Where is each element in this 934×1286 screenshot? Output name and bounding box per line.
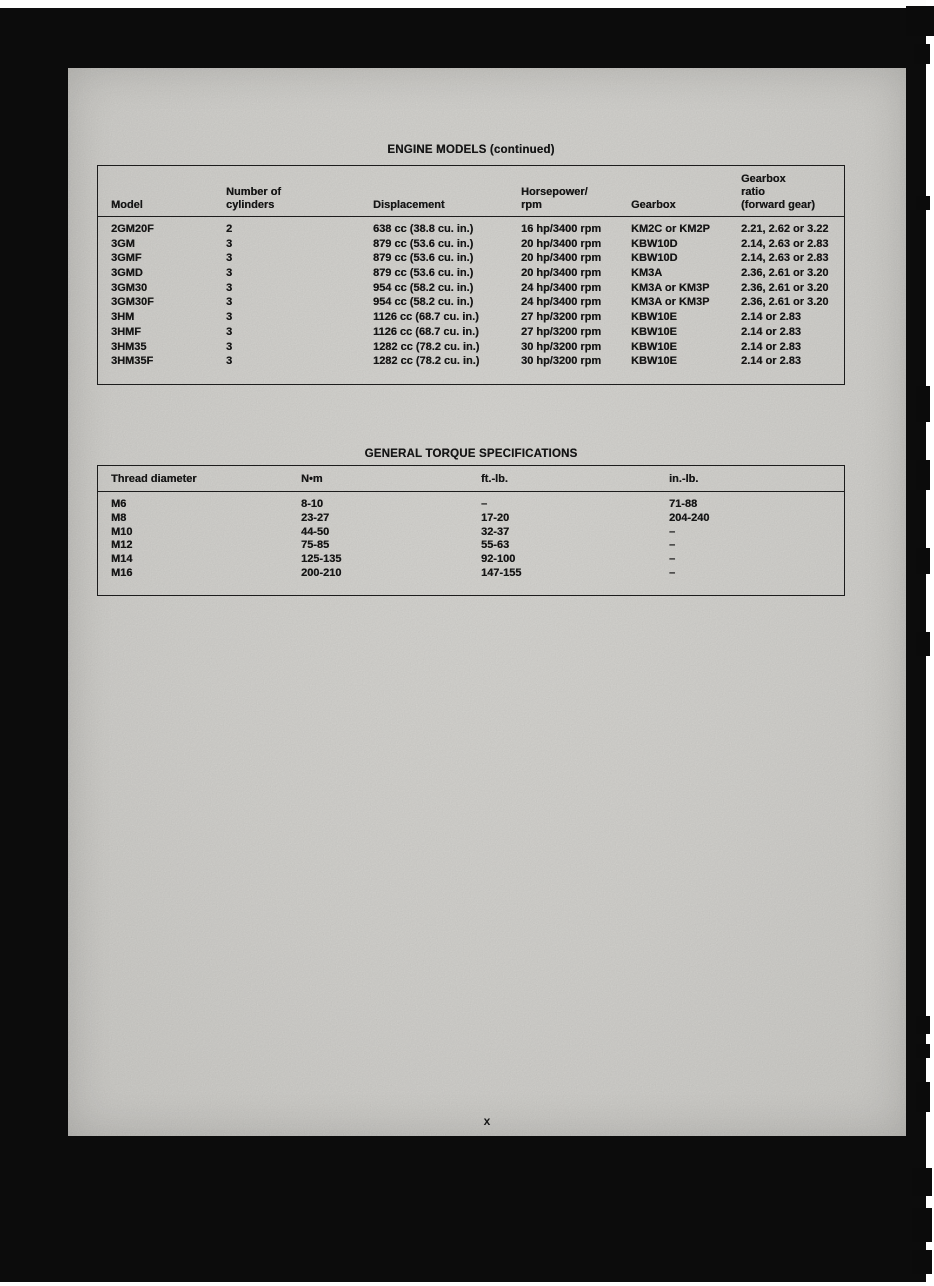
cell-displacement: 1126 cc (68.7 cu. in.) (373, 311, 479, 324)
cell-inlb: – (669, 553, 676, 566)
cell-cylinders: 3 (226, 252, 233, 265)
cell-cylinders: 3 (226, 296, 233, 309)
cell-model: 3GM30F (111, 296, 154, 309)
scan-mark (914, 44, 930, 64)
cell-gearbox: KM3A (631, 267, 663, 280)
cell-cylinders: 2 (226, 223, 233, 235)
col-header-thread-diameter: Thread diameter (111, 473, 197, 485)
cell-horsepower: 30 hp/3200 rpm (521, 355, 602, 368)
cell-inlb: 204-240 (669, 511, 710, 524)
cell-horsepower: 20 hp/3400 rpm (521, 267, 602, 280)
cell-ftlb: 92-100 (481, 553, 516, 566)
cell-model: 3GM (111, 237, 135, 250)
cell-ratio: 2.36, 2.61 or 3.20 (741, 281, 829, 294)
cell-cylinders: 3 (226, 355, 233, 368)
torque-table-header-row (98, 466, 844, 492)
cell-nm: 125-135 (301, 553, 342, 566)
cell-inlb: – (669, 525, 676, 538)
cell-cylinders: 3 (226, 237, 233, 250)
cell-inlb: 71-88 (669, 498, 698, 510)
cell-model: 3GMF (111, 252, 142, 265)
cell-ratio: 2.14, 2.63 or 2.83 (741, 252, 829, 265)
cell-cylinders: 3 (226, 340, 233, 353)
scan-mark (916, 1016, 930, 1034)
engine-table-header-row (98, 166, 844, 217)
table-row (111, 251, 838, 266)
cell-displacement: 1282 cc (78.2 cu. in.) (373, 340, 480, 353)
cell-ftlb: 32-37 (481, 525, 510, 538)
torque-table-title: GENERAL TORQUE SPECIFICATIONS (364, 448, 578, 460)
cell-ratio: 2.14 or 2.83 (741, 355, 801, 368)
col-header-model: Model (111, 199, 143, 211)
table-row (111, 354, 838, 369)
col-header-displacement: Displacement (373, 199, 445, 211)
cell-gearbox: KBW10D (631, 237, 678, 250)
cell-horsepower: 30 hp/3200 rpm (521, 340, 602, 353)
paper (68, 68, 906, 1136)
cell-gearbox: KBW10E (631, 355, 677, 368)
cell-nm: 8-10 (301, 498, 324, 510)
col-header-ftlb: ft.-lb. (481, 473, 508, 485)
cell-ftlb: 55-63 (481, 539, 510, 552)
cell-gearbox: KBW10E (631, 340, 677, 353)
cell-displacement: 638 cc (38.8 cu. in.) (373, 223, 474, 235)
cell-model: 3HM35 (111, 340, 147, 353)
cell-ratio: 2.14 or 2.83 (741, 311, 801, 324)
cell-model: 2GM20F (111, 223, 154, 235)
cell-inlb: – (669, 566, 676, 579)
cell-model: 3GMD (111, 267, 143, 280)
cell-cylinders: 3 (226, 281, 233, 294)
table-row (111, 281, 838, 296)
scan-mark (916, 1044, 930, 1058)
table-row (111, 539, 838, 553)
engine-table-title: ENGINE MODELS (continued) (387, 144, 555, 156)
col-header-gearbox: Gearbox (631, 199, 676, 211)
col-header-nm: N•m (301, 473, 323, 485)
scan-mark (912, 1208, 932, 1242)
scan-mark (916, 1082, 930, 1112)
cell-horsepower: 27 hp/3200 rpm (521, 325, 602, 338)
table-row (111, 512, 838, 526)
cell-displacement: 1126 cc (68.7 cu. in.) (373, 325, 479, 338)
cell-nm: 23-27 (301, 511, 330, 524)
cell-cylinders: 3 (226, 325, 233, 338)
cell-model: 3GM30 (111, 281, 148, 294)
cell-thread: M10 (111, 525, 133, 538)
table-row (111, 340, 838, 355)
cell-gearbox: KM3A or KM3P (631, 281, 710, 294)
scan-mark (906, 6, 934, 36)
cell-cylinders: 3 (226, 311, 233, 324)
cell-displacement: 954 cc (58.2 cu. in.) (373, 281, 474, 294)
cell-horsepower: 20 hp/3400 rpm (521, 237, 602, 250)
table-row (111, 310, 838, 325)
cell-thread: M6 (111, 498, 127, 510)
cell-gearbox: KBW10E (631, 325, 677, 338)
scan-mark (912, 1168, 932, 1196)
cell-thread: M16 (111, 566, 133, 579)
cell-displacement: 1282 cc (78.2 cu. in.) (373, 355, 480, 368)
table-row (111, 553, 838, 567)
cell-ratio: 2.36, 2.61 or 3.20 (741, 296, 829, 309)
cell-displacement: 954 cc (58.2 cu. in.) (373, 296, 474, 309)
cell-ratio: 2.14 or 2.83 (741, 340, 801, 353)
cell-horsepower: 24 hp/3400 rpm (521, 296, 602, 309)
cell-nm: 44-50 (301, 525, 330, 538)
cell-nm: 200-210 (301, 566, 342, 579)
col-header-inlb: in.-lb. (669, 473, 699, 485)
cell-model: 3HMF (111, 325, 141, 338)
cell-gearbox: KBW10E (631, 311, 677, 324)
table-row (111, 237, 838, 252)
col-header-cylinders: Number of cylinders (226, 186, 281, 211)
cell-ratio: 2.14 or 2.83 (741, 325, 801, 338)
cell-gearbox: KM2C or KM2P (631, 223, 710, 235)
scan-mark (916, 632, 930, 656)
cell-inlb: – (669, 539, 676, 552)
cell-horsepower: 20 hp/3400 rpm (521, 252, 602, 265)
table-row (111, 222, 838, 237)
cell-horsepower: 16 hp/3400 rpm (521, 223, 602, 235)
col-header-ratio: Gearbox ratio (forward gear) (741, 173, 815, 211)
table-row (111, 498, 838, 512)
cell-ratio: 2.14, 2.63 or 2.83 (741, 237, 829, 250)
cell-thread: M12 (111, 539, 133, 552)
scan-mark (916, 460, 930, 490)
scan-mark (912, 1250, 932, 1274)
table-row (111, 567, 838, 581)
cell-ftlb: – (481, 498, 488, 510)
cell-thread: M14 (111, 553, 133, 566)
cell-ftlb: 147-155 (481, 566, 522, 579)
col-header-horsepower: Horsepower/ rpm (521, 186, 588, 211)
cell-displacement: 879 cc (53.6 cu. in.) (373, 237, 474, 250)
torque-table-body (98, 492, 844, 581)
cell-cylinders: 3 (226, 267, 233, 280)
table-row (111, 295, 838, 310)
engine-models-table (97, 165, 845, 385)
cell-displacement: 879 cc (53.6 cu. in.) (373, 267, 474, 280)
engine-table-body (98, 217, 844, 369)
table-row (111, 266, 838, 281)
table-row (111, 325, 838, 340)
cell-horsepower: 24 hp/3400 rpm (521, 281, 602, 294)
cell-gearbox: KM3A or KM3P (631, 296, 710, 309)
cell-ratio: 2.36, 2.61 or 3.20 (741, 267, 829, 280)
scan-mark (916, 196, 930, 210)
torque-specs-table (97, 465, 845, 596)
cell-displacement: 879 cc (53.6 cu. in.) (373, 252, 474, 265)
cell-horsepower: 27 hp/3200 rpm (521, 311, 602, 324)
cell-nm: 75-85 (301, 539, 330, 552)
cell-model: 3HM (111, 311, 135, 324)
cell-model: 3HM35F (111, 355, 154, 368)
cell-thread: M8 (111, 511, 127, 524)
scan-mark (916, 548, 930, 574)
table-row (111, 526, 838, 540)
cell-gearbox: KBW10D (631, 252, 678, 265)
page-number: x (483, 1114, 491, 1128)
scan-mark (916, 386, 930, 422)
cell-ratio: 2.21, 2.62 or 3.22 (741, 223, 829, 235)
cell-ftlb: 17-20 (481, 511, 510, 524)
